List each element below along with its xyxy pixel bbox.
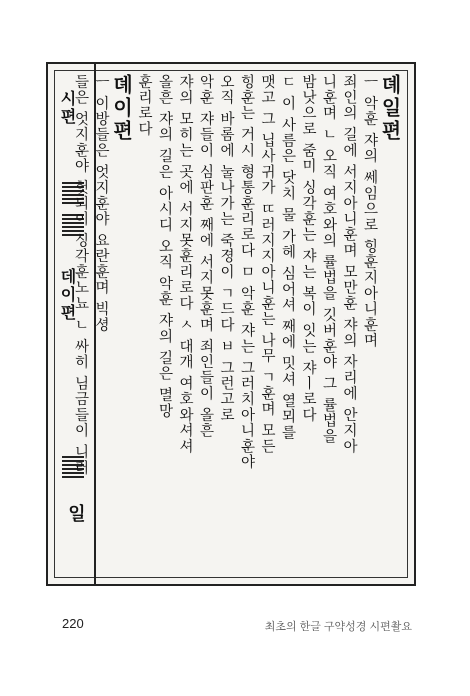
text-column: 들은 엇지훈야 헛되이 싱각훈노뇨 ㄴ 싸히 님금들이 니러 (72, 74, 89, 476)
text-column: 밤낫으로 줌미 싱각훈는 쟈는 복이 잇는 쟈ㅣ로다 (300, 74, 316, 423)
scanned-page (46, 62, 416, 586)
text-column: 올흔 쟈의 길은 아시디 오직 악훈 쟈의 길은 멸망 (156, 74, 173, 419)
margin-book-title: 시편 (58, 90, 77, 126)
chapter-heading: 뎨일편 (378, 74, 402, 143)
text-column: 악훈 쟈들이 심판훈 째에 서지못훈며 죄인들이 올흔 (197, 74, 214, 439)
text-column: 힝훈는 거시 형통훈리로다 ㅁ 악훈 쟈는 그러치아니훈야 (238, 74, 255, 470)
running-footer-title: 최초의 한글 구약성경 시편촬요 (264, 621, 412, 633)
text-column: ㅡ 악훈 쟈의 쎄임으로 힝훈지아니훈며 (361, 74, 378, 349)
text-column: 죄인의 길에 서지아니훈며 모만훈 쟈의 자리에 안지아 (341, 74, 357, 455)
chapter-heading: 뎨이편 (109, 74, 134, 143)
text-column: 맷고 그 닙사귀가 ㄸ러지지아니훈는 나무 ㄱ훈며 모든 (259, 74, 275, 455)
text-column: 쟈의 모히는 곳에 서지못훈리로다 ㅅ 대개 여호와셔셔 (177, 74, 193, 455)
page-number: 220 (62, 616, 84, 631)
margin-chapter-title: 데이편 (58, 268, 77, 322)
margin-chapter-number: 일 (65, 504, 86, 522)
text-column: ㅡ 이방들은 엇지훈야 요란훈며 빅셩 (93, 74, 109, 333)
text-column: ㄷ 이 사름은 닷치 물 가헤 심어셔 째에 밋셔 열뫼를 (279, 74, 296, 441)
text-column: 오직 바롬에 눌나가는 죽졍이 ㄱ드다 ㅂ 그런고로 (218, 74, 234, 423)
text-column: 니훈며 ㄴ 오직 여호와의 률법을 깃버훈야 그 률법을 (320, 74, 337, 445)
vertical-text-body (72, 74, 402, 574)
text-column: 훈리로다 (136, 74, 152, 137)
